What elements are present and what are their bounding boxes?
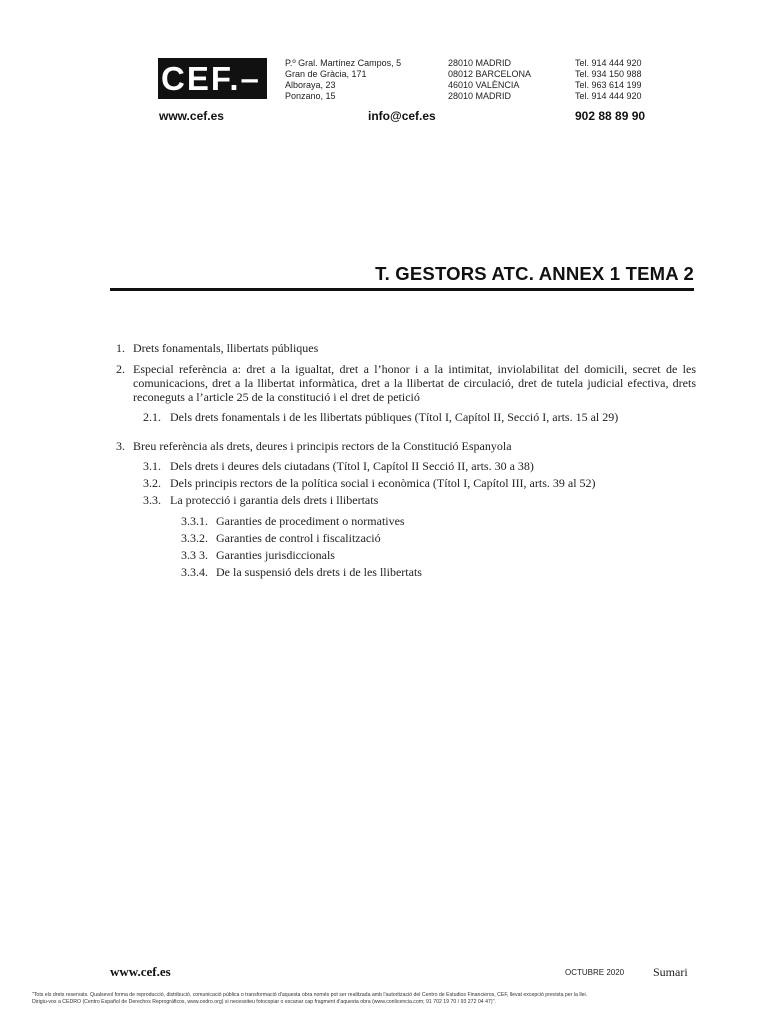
toc-number: 3.3. [143,493,161,507]
office-street: P.º Gral. Martínez Campos, 5 [285,58,402,68]
document-title: T. GESTORS ATC. ANNEX 1 TEMA 2 [375,263,694,284]
toc-number: 1. [116,341,125,355]
legal-notice-line: Dirigiu-vos a CEDRO (Centro Español de Derechos Reprográficos, www.cedro.org) si necessiteu fotocopiar o escanar cap fragment d'aquesta obra (www.conlicencia.com; 91 702 19 70 / 93 272 04 47)". [32,999,496,1005]
office-phone: Tel. 914 444 920 [575,91,642,101]
office-phones [575,58,642,102]
office-phone: Tel. 934 150 988 [575,69,642,79]
toc-text: La protecció i garantia dels drets i llibertats [170,493,379,507]
header-main-phone: 902 88 89 90 [575,109,646,123]
office-street: Gran de Gràcia, 171 [285,69,367,79]
toc-item-3-3 [110,493,696,507]
toc-text: Garanties jurisdiccionals [216,548,335,562]
table-of-contents [110,341,696,579]
toc-item-2-1 [110,410,696,424]
toc-text: Garanties de control i fiscalització [216,531,381,545]
toc-number: 2. [116,362,125,376]
toc-item-2 [110,362,696,404]
legal-notice [32,992,738,1006]
toc-item-3-3-2 [110,531,696,545]
toc-number: 3.3.4. [181,565,208,579]
cef-logo: CEF.– [158,58,267,99]
toc-number: 3.3 3. [181,548,208,562]
toc-number: 3.3.2. [181,531,208,545]
toc-item-3-3-3 [110,548,696,562]
toc-item-3 [110,439,696,453]
toc-item-3-3-4 [110,565,696,579]
toc-number: 3. [116,439,125,453]
toc-text: De la suspensió dels drets i de les llibertats [216,565,422,579]
office-street: Ponzano, 15 [285,91,336,101]
toc-text: Especial referència a: dret a la igualtat, dret a l’honor i a la intimitat, inviolabilitat del domicili, secret de les comunicacions, dret a la llibertat informàtica, dret a la llibertat de circulació, dret de tutela judicial efectiva, drets reconeguts a l’article 25 de la constitució i el dret de petició [133,362,696,404]
office-phone: Tel. 963 614 199 [575,80,642,90]
toc-text: Breu referència als drets, deures i principis rectors de la Constitució Espanyola [133,439,512,453]
toc-number: 3.1. [143,459,161,473]
toc-number: 2.1. [143,410,161,424]
legal-notice-line: "Tots els drets reservats. Qualsevol forma de reproducció, distribució, comunicació pública o transformació d'aquesta obra només pot ser realitzada amb l'autorització del Centro de Estudios Financieros, CEF, llevat excepció prevista per la llei. [32,992,588,998]
toc-text: Drets fonamentals, llibertats públiques [133,341,319,355]
office-street: Alboraya, 23 [285,80,336,90]
sumari-link[interactable]: Sumari [653,965,688,979]
office-city: 46010 VALÈNCIA [448,80,520,90]
header-website-link[interactable]: www.cef.es [159,109,224,123]
toc-text: Garanties de procediment o normatives [216,514,405,528]
office-city: 08012 BARCELONA [448,69,532,79]
toc-item-1 [110,341,696,355]
footer-date: OCTUBRE 2020 [565,968,625,977]
toc-text: Dels principis rectors de la política social i econòmica (Títol I, Capítol III, arts. 39 al 52) [170,476,596,490]
office-city: 28010 MADRID [448,91,512,101]
toc-text: Dels drets fonamentals i de les llibertats públiques (Títol I, Capítol II, Secció I, arts. 15 al 29) [170,410,619,424]
toc-number: 3.2. [143,476,161,490]
office-city: 28010 MADRID [448,58,512,68]
toc-text: Dels drets i deures dels ciutadans (Títol I, Capítol II Secció II, arts. 30 a 38) [170,459,534,473]
office-phone: Tel. 914 444 920 [575,58,642,68]
toc-number: 3.3.1. [181,514,208,528]
toc-item-3-1 [110,459,696,473]
header-email-link[interactable]: info@cef.es [368,109,436,123]
office-streets [285,58,401,102]
toc-item-3-3-1 [110,514,696,528]
toc-item-3-2 [110,476,696,490]
title-divider [110,288,694,291]
footer-website-link[interactable]: www.cef.es [110,964,171,979]
office-cities [448,58,531,102]
